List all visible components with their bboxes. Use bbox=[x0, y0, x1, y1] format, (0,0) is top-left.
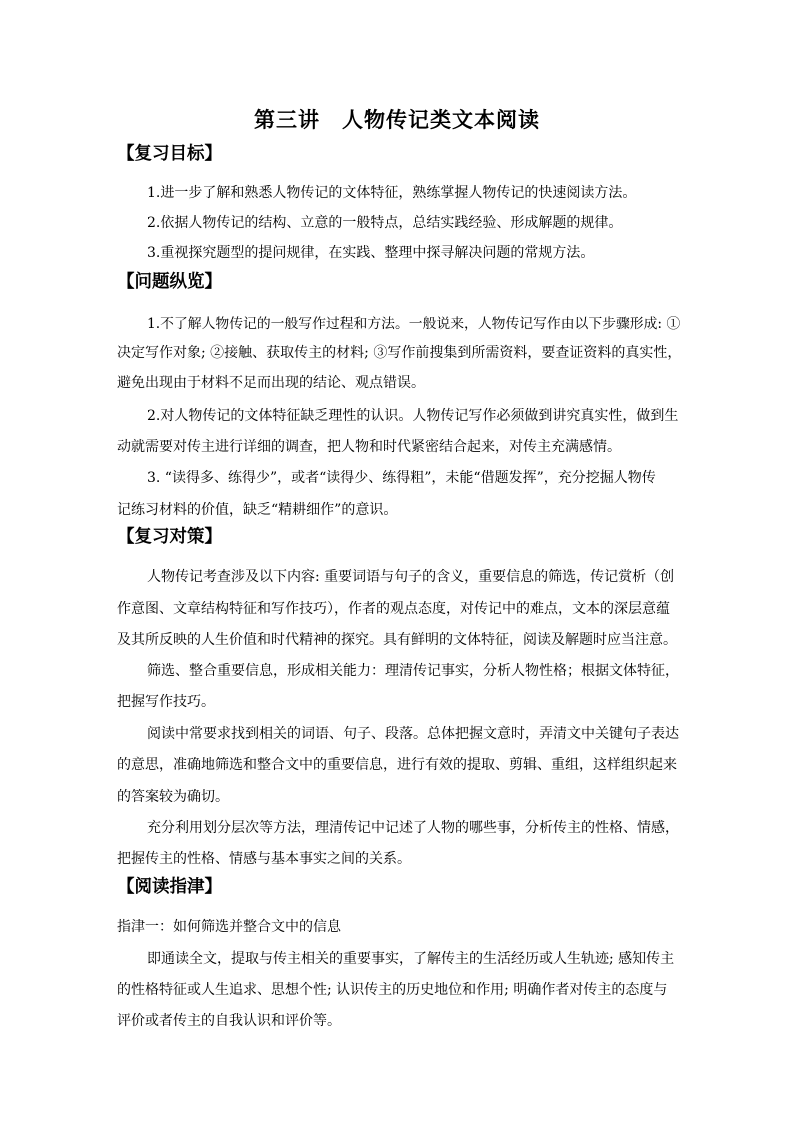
paragraph-line: 人物传记考查涉及以下内容: 重要词语与句子的含义，重要信息的筛选，传记赏析（创 bbox=[147, 569, 675, 585]
paragraph-line: 避免出现由于材料不足而出现的结论、观点错误。 bbox=[117, 375, 425, 391]
paragraph-line: 2.依据人物传记的结构、立意的一般特点，总结实践经验、形成解题的规律。 bbox=[147, 215, 623, 231]
page-title: 第三讲 人物传记类文本阅读 bbox=[254, 107, 540, 132]
paragraph-line: 3.重视探究题型的提问规律，在实践、整理中探寻解决问题的常规方法。 bbox=[147, 245, 595, 261]
paragraph-line: 1.进一步了解和熟悉人物传记的文体特征，熟练掌握人物传记的快速阅读方法。 bbox=[147, 185, 637, 201]
paragraph-line: 动就需要对传主进行详细的调查，把人物和时代紧密结合起来，对传主充满感情。 bbox=[117, 439, 621, 455]
paragraph-line: 评价或者传主的自我认识和评价等。 bbox=[117, 1013, 341, 1029]
paragraph-line: 即通读全文，提取与传主相关的重要事实，了解传主的生活经历或人生轨迹; 感知传主 bbox=[147, 951, 675, 967]
section-heading-problem-overview: 【问题纵览】 bbox=[117, 272, 222, 292]
paragraph-line: 作意图、文章结构特征和写作技巧），作者的观点态度，对传记中的难点，文本的深层意蕴 bbox=[117, 601, 670, 617]
section-heading-review-strategy: 【复习对策】 bbox=[117, 527, 222, 547]
paragraph-line: 充分利用划分层次等方法，理清传记中记述了人物的哪些事，分析传主的性格、情感， bbox=[147, 820, 679, 836]
paragraph-line: 2.对人物传记的文体特征缺乏理性的认识。人物传记写作必须做到讲究真实性，做到生 bbox=[147, 408, 679, 424]
guide-subheading: 指津一：如何筛选并整合文中的信息 bbox=[117, 919, 341, 935]
paragraph-line: 3. “读得多、练得少”，或者“读得少、练得粗”，未能“借题发挥”，充分挖掘人物传 bbox=[147, 470, 656, 486]
section-heading-review-goals: 【复习目标】 bbox=[117, 144, 222, 164]
paragraph-line: 1.不了解人物传记的一般写作过程和方法。一般说来，人物传记写作由以下步骤形成: ① bbox=[147, 316, 681, 332]
paragraph-line: 的性格特征或人生追求、思想个性; 认识传主的历史地位和作用; 明确作者对传主的态度与 bbox=[117, 982, 668, 998]
paragraph-line: 的意思，准确地筛选和整合文中的重要信息，进行有效的提取、剪辑、重组，这样组织起来 bbox=[117, 757, 677, 773]
paragraph-line: 决定写作对象; ②接触、获取传主的材料; ③写作前搜集到所需资料，要查证资料的真实性， bbox=[117, 345, 682, 361]
paragraph-line: 及其所反映的人生价值和时代精神的探究。具有鲜明的文体特征，阅读及解题时应当注意。 bbox=[117, 632, 677, 648]
paragraph-line: 阅读中常要求找到相关的词语、句子、段落。总体把握文意时，弄清文中关键句子表达 bbox=[147, 726, 679, 742]
paragraph-line: 把握传主的性格、情感与基本事实之间的关系。 bbox=[117, 851, 411, 867]
section-heading-reading-guide: 【阅读指津】 bbox=[117, 877, 222, 897]
paragraph-line: 筛选、整合重要信息，形成相关能力：理清传记事实，分析人物性格；根据文体特征， bbox=[147, 663, 679, 679]
paragraph-line: 把握写作技巧。 bbox=[117, 694, 215, 710]
paragraph-line: 记练习材料的价值，缺乏“精耕细作”的意识。 bbox=[117, 502, 398, 518]
paragraph-line: 的答案较为确切。 bbox=[117, 789, 229, 805]
